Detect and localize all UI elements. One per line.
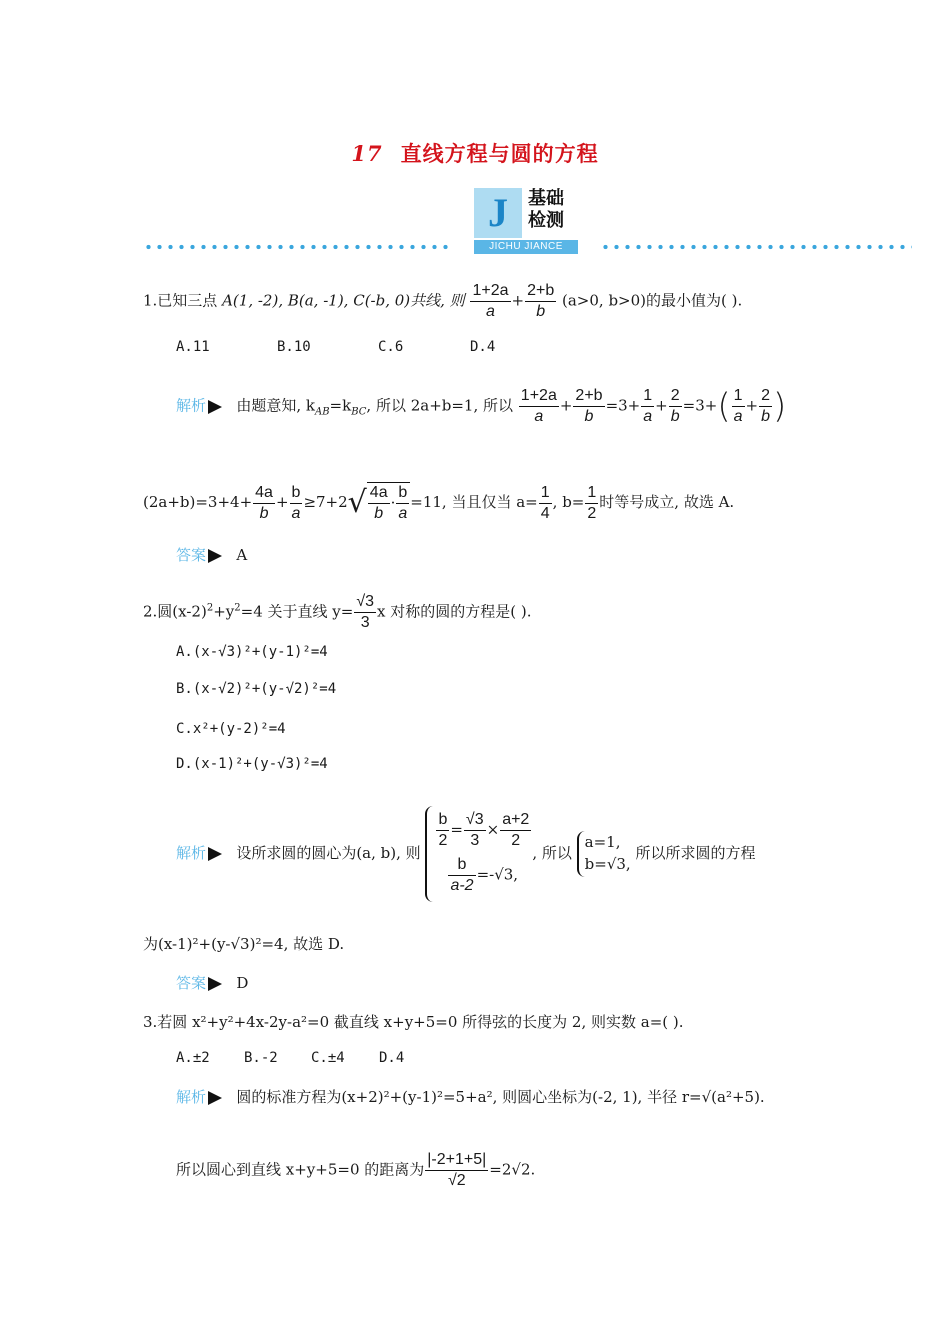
badge-line2: 检测 bbox=[528, 210, 564, 231]
q2-answer-value: D bbox=[236, 974, 249, 992]
q2-option-a: A.(x-√3)²+(y-1)²=4 bbox=[176, 644, 328, 660]
badge-letter: J bbox=[474, 188, 522, 238]
question-3-stem: 3.若圆 x²+y²+4x-2y-a²=0 截直线 x+y+5=0 所得弦的长度为 2, 则实数 a=( ). bbox=[143, 1013, 684, 1031]
q1-option-d: D.4 bbox=[470, 339, 496, 355]
q3-option-d: D.4 bbox=[379, 1050, 405, 1066]
question-2-stem: 2.圆$(x-2)^2+y^2=4$ 关于直线 y= $\frac{√3}{3}$ x 对称的圆的方程是( ). bbox=[143, 593, 532, 631]
triangle-icon bbox=[208, 400, 222, 414]
q3-option-b: B.-2 bbox=[244, 1050, 278, 1066]
question-1-stem: 1.已知三点 A(1, -2), B(a, -1), C(-b, 0)共线, 则 $\frac{1+2a}{a}$ + $\frac{2+b}{b}$ (a>0, b>0)的最小值为( ). bbox=[143, 282, 743, 320]
dotted-divider-left bbox=[143, 244, 453, 250]
title-number: 17 bbox=[351, 141, 383, 166]
page-title bbox=[0, 138, 950, 168]
q1-analysis: 解析 由题意知, $k_{AB}=k_{BC}$, 所以 2a+b=1, 所以 $\frac{1+2a}{a}$ + $\frac{2+b}{b}$ =3+ $\frac{1}{a}$ + $\frac{2}{b}$ =3+( $\frac{1}{a}$ + $\frac{2}{b}$ ) bbox=[176, 386, 787, 427]
title-text: 直线方程与圆的方程 bbox=[400, 141, 599, 166]
q3-analysis: 解析 圆的标准方程为(x+2)²+(y-1)²=5+a², 则圆心坐标为(-2, 1), 半径 r=√(a²+5). bbox=[176, 1088, 765, 1106]
triangle-icon bbox=[208, 977, 222, 991]
q1-answer: 答案 A bbox=[176, 546, 248, 564]
q2-option-d: D.(x-1)²+(y-√3)²=4 bbox=[176, 756, 328, 772]
q2-answer: 答案 D bbox=[176, 974, 249, 992]
badge-line1: 基础 bbox=[528, 188, 564, 209]
frac-q1-2: $\frac{2+b}{b}$ bbox=[527, 282, 555, 320]
q2-option-b: B.(x-√2)²+(y-√2)²=4 bbox=[176, 681, 337, 697]
triangle-icon bbox=[208, 847, 222, 861]
q2-conclusion: 为(x-1)²+(y-√3)²=4, 故选 D. bbox=[143, 935, 345, 953]
dotted-divider-right bbox=[600, 244, 912, 250]
q1-option-b: B.10 bbox=[277, 339, 311, 355]
badge-chinese bbox=[528, 188, 564, 232]
triangle-icon bbox=[208, 1091, 222, 1105]
q3-option-a: A.±2 bbox=[176, 1050, 210, 1066]
q1-option-a: A.11 bbox=[176, 339, 210, 355]
q2-analysis: 解析 设所求圆的圆心为(a, b), 则 $\frac{b}{2}$ = $\frac{√3}{3}$ × $\frac{a+2}{2}$ $\frac{b}{a-2}$ =-√3, , 所以 a=1, b=√3, 所以所求圆的方程 bbox=[176, 806, 756, 902]
analysis-label: 解析 bbox=[176, 396, 207, 415]
q3-option-c: C.±4 bbox=[311, 1050, 345, 1066]
q1-answer-value: A bbox=[236, 546, 248, 564]
badge-english: JICHU JIANCE bbox=[474, 240, 578, 254]
q1-option-c: C.6 bbox=[378, 339, 404, 355]
section-badge bbox=[474, 188, 578, 254]
q3-distance: 所以圆心到直线 x+y+5=0 的距离为 $\frac{|-2+1+5|}{√2}$ =2√2. bbox=[176, 1151, 536, 1189]
q1-analysis-line2: (2a+b)=3+4+ $\frac{4a}{b}$ + $\frac{b}{a}$ ≥7+2√ $\frac{4a}{b}$ · $\frac{b}{a}$ =11, 当且仅当 a= $\frac{1}{4}$ , b= $\frac{1}{2}$ 时等号成立, 故选 A. bbox=[143, 483, 735, 522]
triangle-icon bbox=[208, 549, 222, 563]
frac-q1-1: $\frac{1+2a}{a}$ bbox=[472, 282, 509, 320]
q2-option-c: C.x²+(y-2)²=4 bbox=[176, 721, 286, 737]
